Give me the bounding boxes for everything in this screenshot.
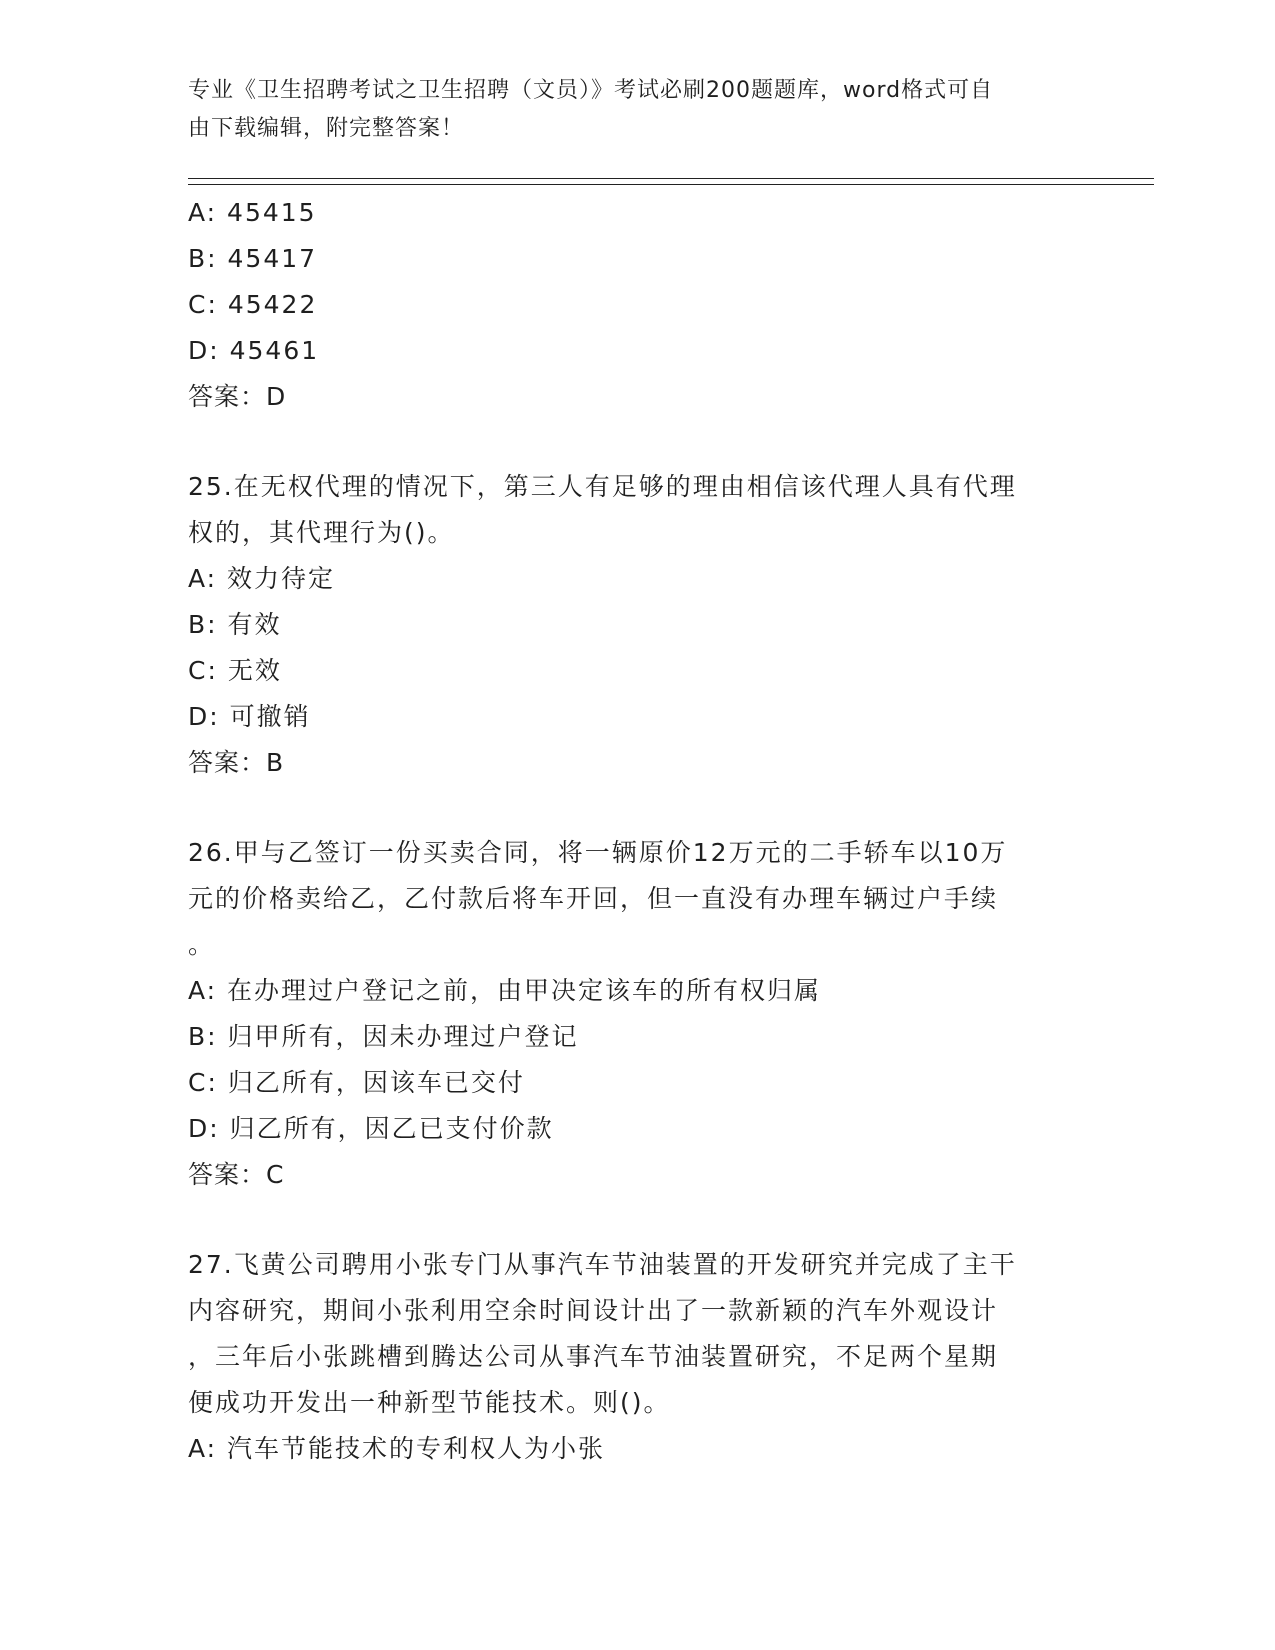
answer-line: 答案：D	[188, 382, 287, 411]
question-26	[188, 830, 1088, 1198]
option-a: A: 在办理过户登记之前，由甲决定该车的所有权归属	[188, 976, 822, 1005]
option-c: C: 无效	[188, 656, 282, 685]
option-a: A: 汽车节能技术的专利权人为小张	[188, 1434, 606, 1463]
question-stem: 27.飞黄公司聘用小张专门从事汽车节油装置的开发研究并完成了主干 内容研究，期间小张利用空余时间设计出了一款新颖的汽车外观设计 ，三年后小张跳槽到腾达公司从事汽车节油装置研究，不足两个星期 便成功开发出一种新型节能技术。则()。	[188, 1250, 1017, 1417]
question-stem: 26.甲与乙签订一份买卖合同，将一辆原价12万元的二手轿车以10万 元的价格卖给乙，乙付款后将车开回，但一直没有办理车辆过户手续 。	[188, 838, 1008, 959]
question-24-options	[188, 190, 1088, 420]
option-d: D: 45461	[188, 336, 320, 365]
option-d: D: 可撤销	[188, 702, 311, 731]
document-body	[188, 190, 1088, 1472]
option-a: A: 45415	[188, 198, 317, 227]
option-d: D: 归乙所有，因乙已支付价款	[188, 1114, 554, 1143]
option-c: C: 归乙所有，因该车已交付	[188, 1068, 525, 1097]
question-27	[188, 1242, 1088, 1472]
question-25	[188, 464, 1088, 786]
option-b: B: 归甲所有，因未办理过户登记	[188, 1022, 579, 1051]
answer-line: 答案：B	[188, 748, 285, 777]
option-b: B: 有效	[188, 610, 282, 639]
answer-line: 答案：C	[188, 1160, 285, 1189]
option-c: C: 45422	[188, 290, 318, 319]
option-a: A: 效力待定	[188, 564, 336, 593]
header-divider-top	[188, 178, 1154, 179]
header-divider-bottom	[188, 184, 1154, 185]
question-stem: 25.在无权代理的情况下，第三人有足够的理由相信该代理人具有代理 权的，其代理行为()。	[188, 472, 1017, 547]
document-header: 专业《卫生招聘考试之卫生招聘（文员）》考试必刷200题题库，word格式可自 由下载编辑，附完整答案！	[188, 78, 994, 141]
option-b: B: 45417	[188, 244, 318, 273]
